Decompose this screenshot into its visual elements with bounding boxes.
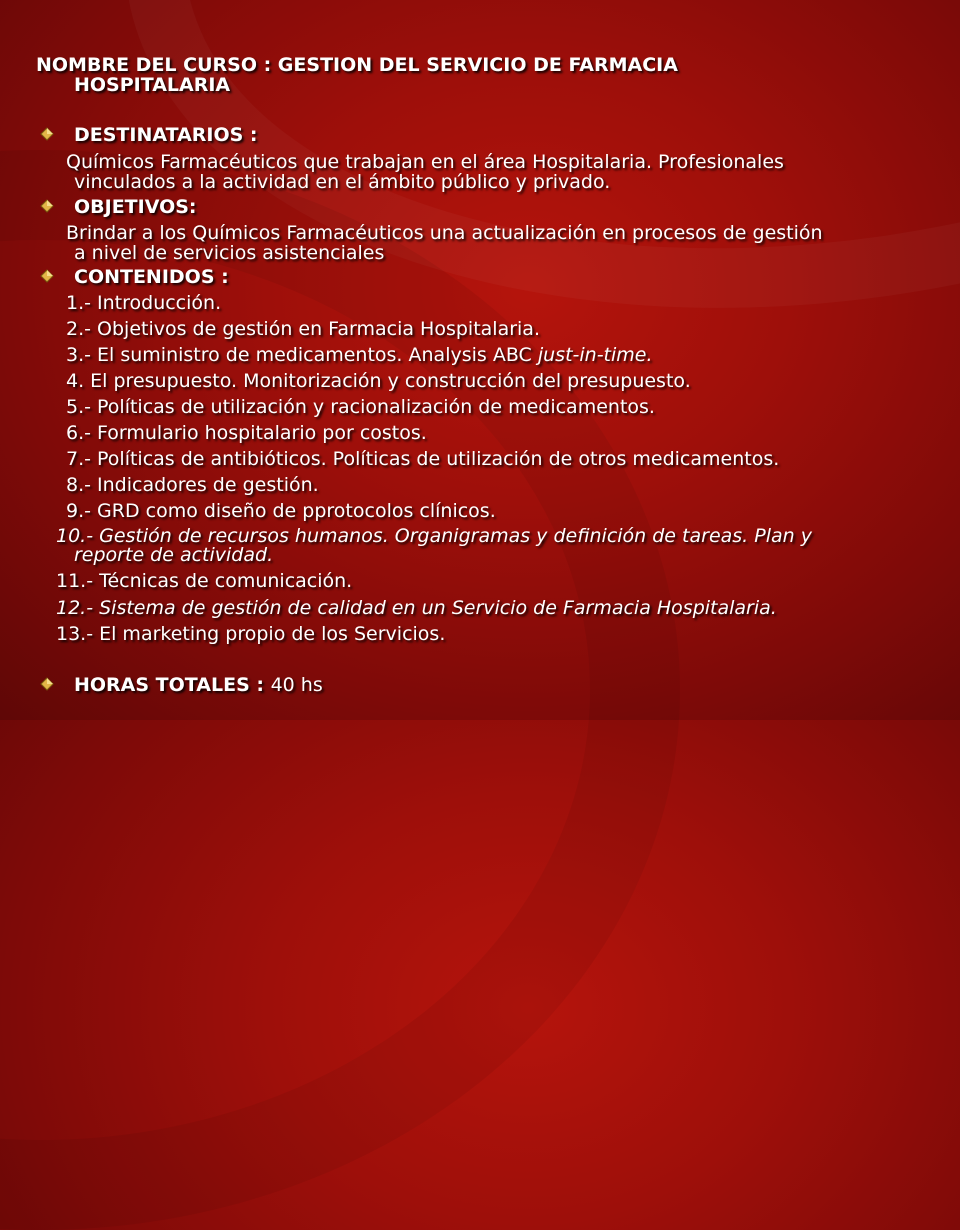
contenidos-item: 11.- Técnicas de comunicación. — [56, 570, 353, 592]
horas-value: 40 hs — [270, 674, 323, 696]
diamond-bullet-icon — [40, 199, 54, 213]
course-title-line1: NOMBRE DEL CURSO : GESTION DEL SERVICIO DE FARMACIA — [36, 54, 678, 76]
destinatarios-text-line1: Químicos Farmacéuticos que trabajan en el área Hospitalaria. Profesionales — [66, 151, 784, 173]
contenidos-item-line2: reporte de actividad. — [74, 544, 274, 566]
horas-totales — [74, 675, 323, 695]
contenidos-item — [66, 345, 653, 365]
horas-heading: HORAS TOTALES : — [74, 674, 271, 696]
contenidos-item: 8.- Indicadores de gestión. — [66, 474, 319, 496]
contenidos-heading: CONTENIDOS : — [74, 266, 229, 288]
contenidos-item: 5.- Políticas de utilización y racionalización de medicamentos. — [66, 396, 655, 418]
contenidos-item: 9.- GRD como diseño de pprotocolos clínicos. — [66, 500, 496, 522]
diamond-bullet-icon — [40, 677, 54, 691]
contenidos-item: 6.- Formulario hospitalario por costos. — [66, 422, 427, 444]
contenidos-item: 13.- El marketing propio de los Servicios. — [56, 623, 446, 645]
course-title-line2: HOSPITALARIA — [74, 74, 231, 96]
diamond-bullet-icon — [40, 269, 54, 283]
contenidos-item-line1: 10.- Gestión de recursos humanos. Organigramas y definición de tareas. Plan y — [56, 525, 812, 547]
objetivos-heading: OBJETIVOS: — [74, 196, 197, 218]
contenidos-item-text: 3.- El suministro de medicamentos. Analysis ABC — [66, 344, 538, 366]
destinatarios-text-line2: vinculados a la actividad en el ámbito público y privado. — [74, 171, 611, 193]
contenidos-item: 4. El presupuesto. Monitorización y construcción del presupuesto. — [66, 370, 691, 392]
destinatarios-heading: DESTINATARIOS : — [74, 124, 258, 146]
objetivos-text-line1: Brindar a los Químicos Farmacéuticos una actualización en procesos de gestión — [66, 222, 823, 244]
contenidos-item: 12.- Sistema de gestión de calidad en un Servicio de Farmacia Hospitalaria. — [56, 597, 777, 619]
contenidos-item-italic: just-in-time. — [537, 344, 653, 366]
diamond-bullet-icon — [40, 127, 54, 141]
contenidos-item: 1.- Introducción. — [66, 292, 222, 314]
contenidos-item: 7.- Políticas de antibióticos. Políticas de utilización de otros medicamentos. — [66, 448, 780, 470]
objetivos-text-line2: a nivel de servicios asistenciales — [74, 242, 385, 264]
contenidos-item: 2.- Objetivos de gestión en Farmacia Hospitalaria. — [66, 318, 540, 340]
